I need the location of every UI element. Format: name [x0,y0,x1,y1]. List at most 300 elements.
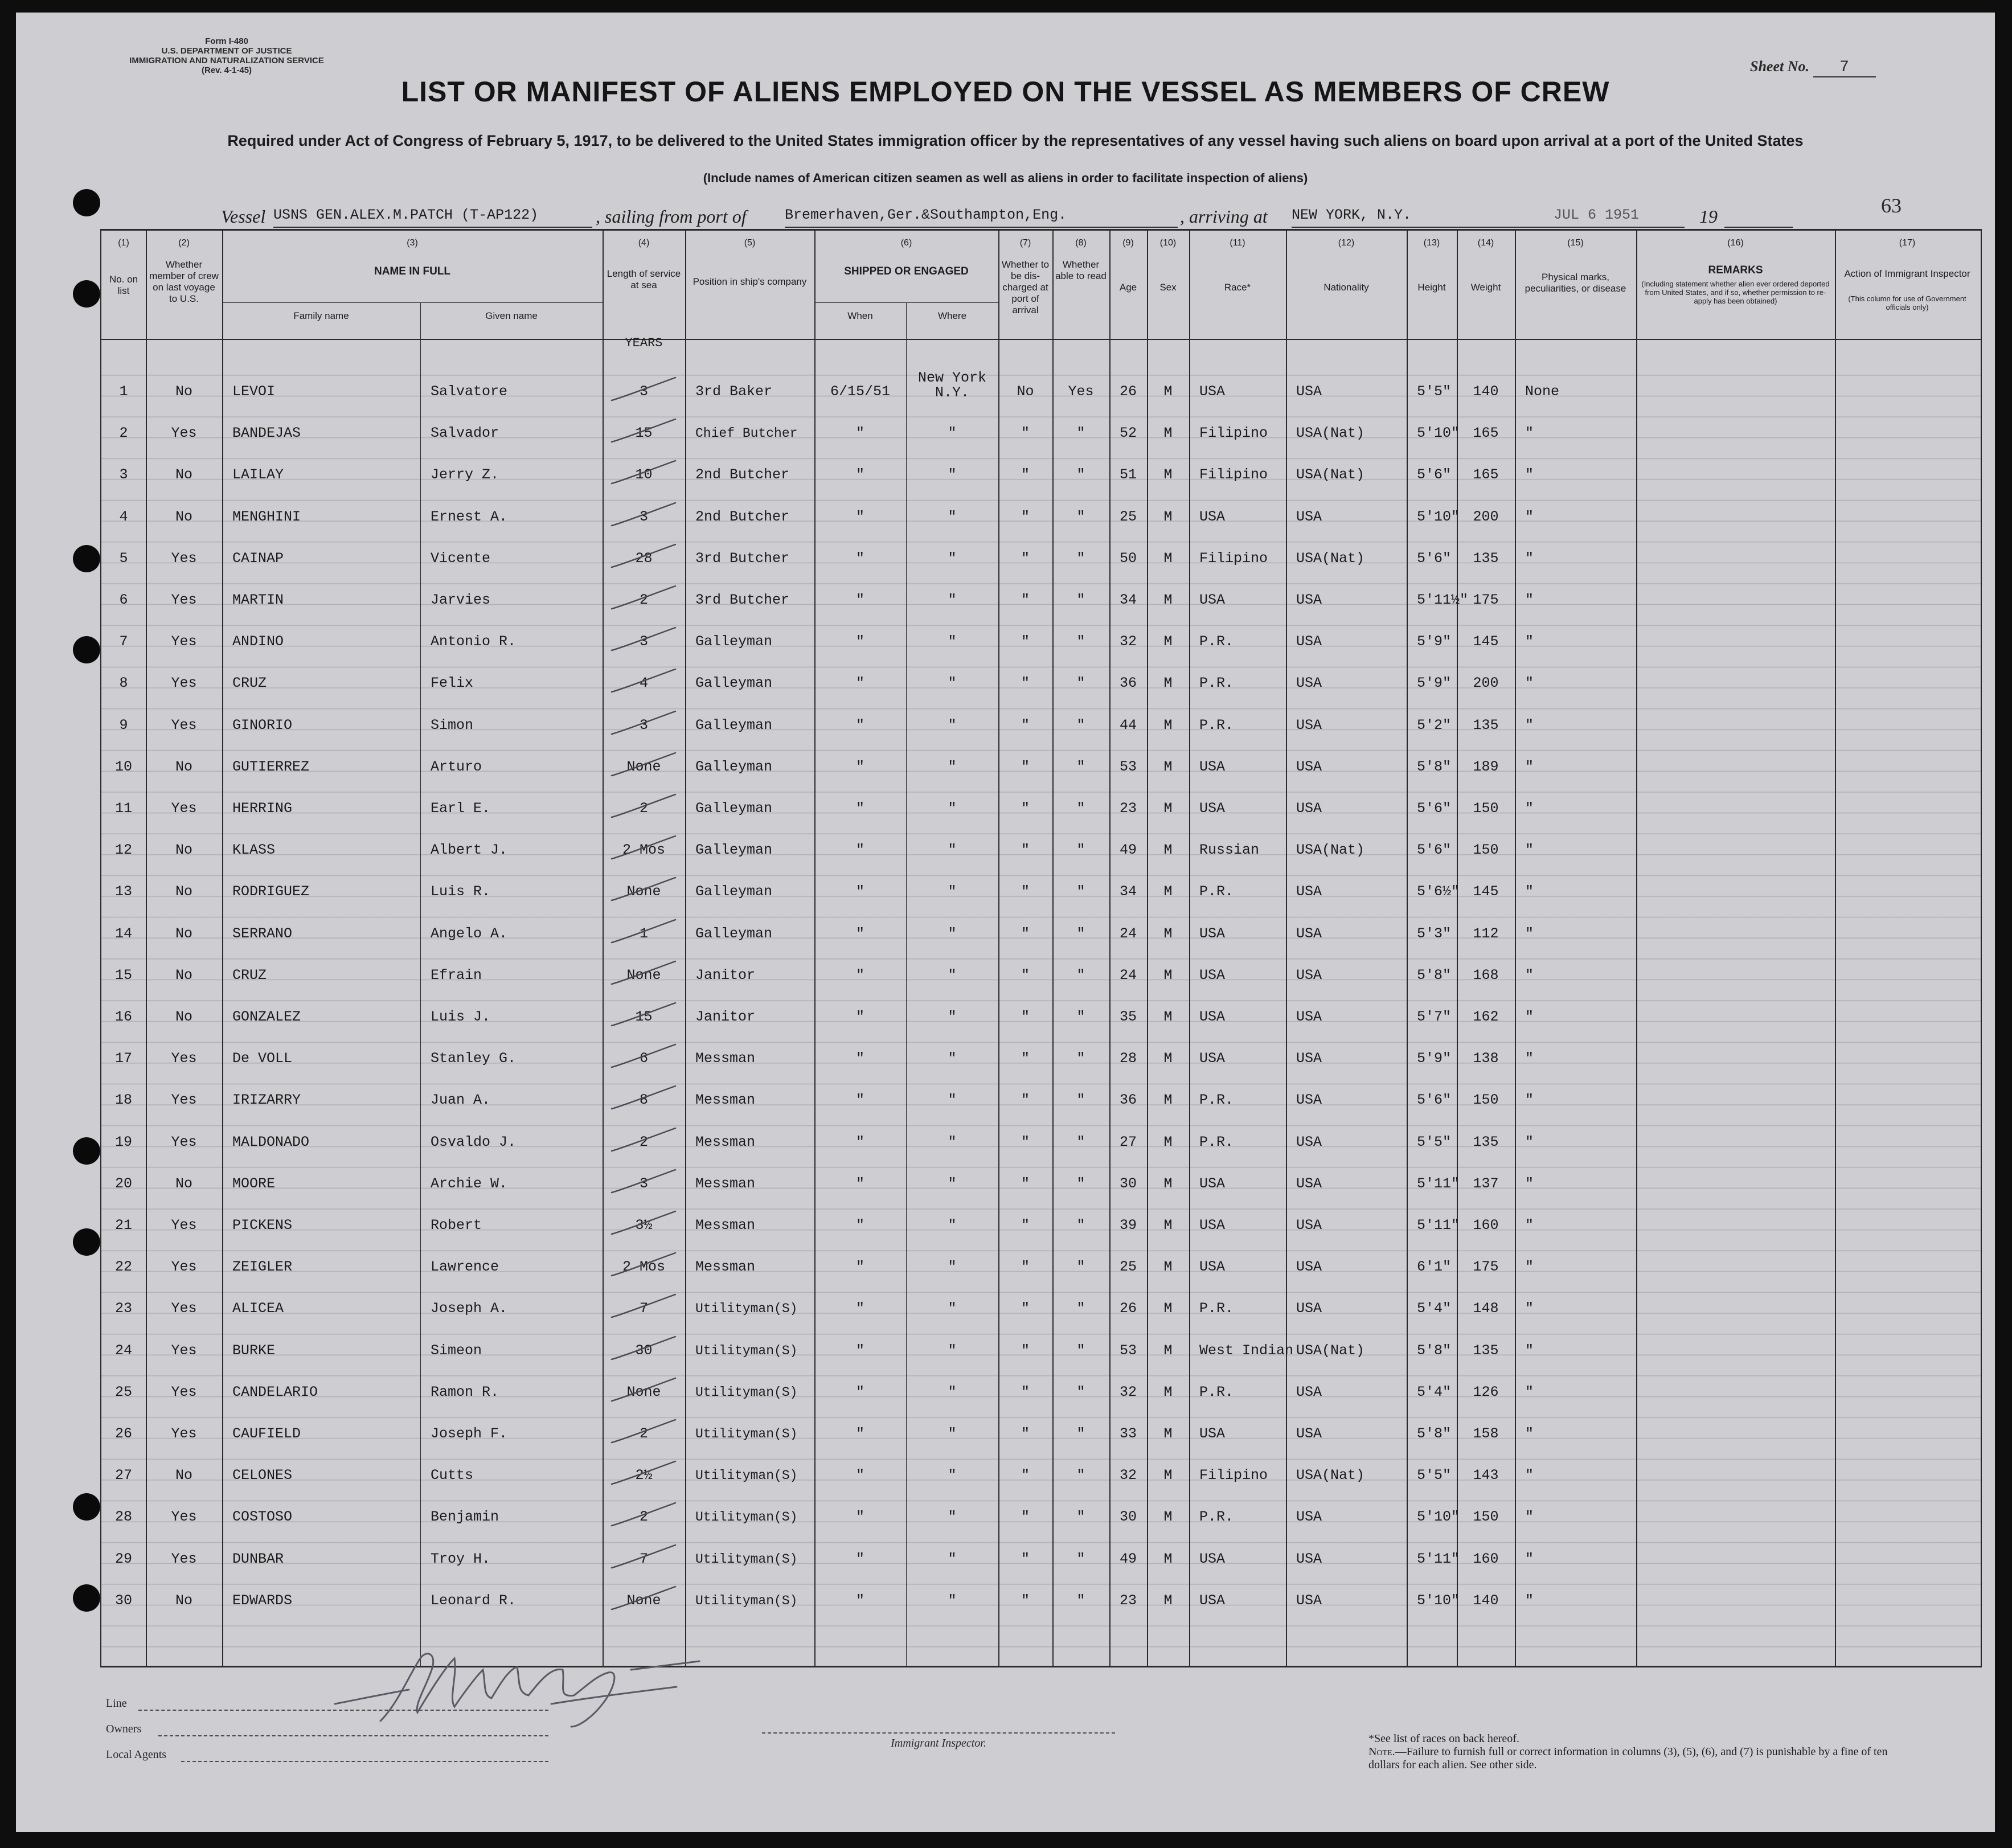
column-header-c3: NAME IN FULL [374,265,451,277]
sex: M [1163,1592,1173,1609]
column-divider [1636,231,1637,1666]
agents-field [181,1761,548,1762]
age: 24 [1119,925,1137,942]
shipped-where: " [948,966,957,984]
discharged: " [1021,1217,1030,1234]
shipped-where: " [948,1425,957,1442]
nationality: USA [1296,1509,1322,1526]
age: 32 [1119,633,1137,650]
service-length: 30 [635,1342,653,1359]
sex: M [1163,842,1173,859]
age: 25 [1119,1259,1137,1276]
column-divider [603,231,604,1666]
sex: M [1163,1425,1173,1442]
column-number-c7: (7) [1019,238,1031,248]
form-number: Form I-480 [205,36,248,46]
shipped-where: " [948,1217,957,1234]
height: 5'6" [1417,550,1452,567]
position: Messman [695,1259,756,1276]
shipped-where: " [948,800,957,817]
column-number-c12: (12) [1338,238,1355,248]
race: Russian [1199,842,1260,859]
height: 5'9" [1417,1050,1452,1067]
race: USA [1199,1009,1226,1025]
discharged: " [1021,966,1030,984]
column-note-c17: (This column for use of Government officials only) [1848,294,1966,312]
given-name: Luis R. [431,883,491,900]
physical-marks: " [1525,633,1534,650]
row-number: 7 [119,633,128,650]
able-to-read: " [1076,466,1085,483]
shipped-when: " [855,1342,864,1359]
column-divider [998,231,999,1666]
nationality: USA [1296,1092,1322,1109]
binder-hole [73,1228,100,1256]
race: USA [1199,966,1226,984]
column-header-c11: Race* [1224,282,1251,293]
fine-note [1368,1745,1909,1772]
shipped-when: " [855,1217,864,1234]
shipped-when: " [855,675,864,692]
height: 5'3" [1417,925,1452,942]
able-to-read: " [1076,1300,1085,1317]
shipped-when: " [855,592,864,608]
weight: 189 [1473,758,1499,775]
row-number: 21 [114,1217,132,1234]
shipped-when: " [855,1175,864,1192]
family-name: ZEIGLER [232,1259,293,1276]
age: 26 [1119,1300,1137,1317]
shipped-when: " [855,1467,864,1484]
race: P.R. [1199,716,1234,734]
service-length: 15 [635,1009,653,1025]
note-text: —Failure to furnish full or correct information in columns (3), (5), (6), and (7) is punishable by a fine of ten dollars for each alien. See other side. [1368,1745,1888,1771]
nationality: USA [1296,1259,1322,1276]
row-number: 18 [114,1092,132,1109]
discharged: " [1021,1592,1030,1609]
service-length: None [626,1383,661,1400]
service-length: None [626,758,661,775]
table-header [101,231,1981,350]
discharged: " [1021,1175,1030,1192]
nationality: USA [1296,966,1322,984]
weight: 145 [1473,883,1499,900]
sheet-value: 7 [1813,59,1876,77]
nationality: USA [1296,758,1322,775]
shipped-where: " [948,1050,957,1067]
weight: 140 [1473,1592,1499,1609]
shipped-where: " [948,1509,957,1526]
race: P.R. [1199,1133,1234,1150]
service-length: 7 [639,1300,648,1317]
weight: 175 [1473,592,1499,608]
column-header-c8: Whether able to read [1055,259,1107,281]
service-length: 3½ [635,1217,653,1234]
given-name: Joseph F. [431,1425,508,1442]
able-to-read: " [1076,1050,1085,1067]
race: P.R. [1199,675,1234,692]
family-name: HERRING [232,800,293,817]
weight: 200 [1473,508,1499,525]
shipped-when: " [855,508,864,525]
crew-last-voyage: Yes [171,716,197,734]
physical-marks: " [1525,550,1534,567]
service-length: 3 [639,508,648,525]
physical-marks: " [1525,1592,1534,1609]
column-number-c5: (5) [744,238,756,248]
row-number: 17 [114,1050,132,1067]
shipped-where: " [948,1467,957,1484]
family-name: CAINAP [232,550,284,567]
crew-last-voyage: Yes [171,1509,197,1526]
position: Messman [695,1050,756,1067]
race: USA [1199,800,1226,817]
crew-last-voyage: Yes [171,1425,197,1442]
position: Messman [695,1175,756,1192]
arrival-date-stamp: JUL 6 1951 [1553,207,1640,223]
sex: M [1163,1009,1173,1025]
weight: 135 [1473,1342,1499,1359]
line-field [138,1710,548,1711]
given-name: Arturo [431,758,482,775]
family-name: MALDONADO [232,1133,310,1150]
family-name: GINORIO [232,716,293,734]
column-divider [222,231,223,1666]
age: 27 [1119,1133,1137,1150]
nationality: USA [1296,883,1322,900]
discharged: No [1017,383,1034,400]
column-divider [1286,231,1287,1666]
age: 53 [1119,1342,1137,1359]
position: Galleyman [695,633,773,650]
physical-marks: " [1525,800,1534,817]
able-to-read: " [1076,592,1085,608]
race: USA [1199,1050,1226,1067]
given-name: Simon [431,716,474,734]
physical-marks: " [1525,716,1534,734]
height: 5'11" [1417,1550,1460,1567]
weight: 175 [1473,1259,1499,1276]
discharged: " [1021,1009,1030,1025]
able-to-read: " [1076,675,1085,692]
service-length: None [626,883,661,900]
page-subtitle: Required under Act of Congress of February 5, 1917, to be delivered to the United States immigration officer by the representatives of any vessel having such aliens on board upon arrival at a port of the United States [227,132,1804,149]
crew-last-voyage: No [175,1467,192,1484]
given-name: Salvador [431,425,499,442]
service-length: 3 [639,716,648,734]
discharged: " [1021,800,1030,817]
sex: M [1163,1259,1173,1276]
discharged: " [1021,508,1030,525]
page-subnote: (Include names of American citizen seamen as well as aliens in order to facilitate inspection of aliens) [703,171,1308,185]
family-name: GUTIERREZ [232,758,310,775]
physical-marks: " [1525,1009,1534,1025]
sex: M [1163,1509,1173,1526]
race: West Indian [1199,1342,1294,1359]
year-label: 19 [1699,206,1718,227]
weight: 150 [1473,842,1499,859]
crew-manifest-table [100,229,1982,1667]
weight: 112 [1473,925,1499,942]
sex: M [1163,800,1173,817]
age: 32 [1119,1383,1137,1400]
sex: M [1163,1550,1173,1567]
race: P.R. [1199,1383,1234,1400]
row-number: 3 [119,466,128,483]
height: 5'10" [1417,508,1460,525]
row-number: 20 [114,1175,132,1192]
age: 30 [1119,1509,1137,1526]
given-name: Leonard R. [431,1592,517,1609]
crew-last-voyage: No [175,842,192,859]
family-name: CELONES [232,1467,293,1484]
page-title: LIST OR MANIFEST OF ALIENS EMPLOYED ON THE VESSEL AS MEMBERS OF CREW [401,76,1610,108]
family-name: PICKENS [232,1217,293,1234]
position: Galleyman [695,716,773,734]
row-number: 8 [119,675,128,692]
position: Chief Butcher [695,426,798,441]
able-to-read: Yes [1068,383,1094,400]
able-to-read: " [1076,1175,1085,1192]
sex: M [1163,675,1173,692]
column-divider [1109,231,1111,1666]
physical-marks: " [1525,758,1534,775]
able-to-read: " [1076,758,1085,775]
nationality: USA [1296,800,1322,817]
shipped-where: " [948,1092,957,1109]
vessel-line [221,204,1816,232]
age: 23 [1119,1592,1137,1609]
race: USA [1199,1175,1226,1192]
family-name: KLASS [232,842,276,859]
height: 5'2" [1417,716,1452,734]
given-name: Stanley G. [431,1050,517,1067]
able-to-read: " [1076,633,1085,650]
given-name: Cutts [431,1467,474,1484]
sex: M [1163,1175,1173,1192]
column-number-c11: (11) [1230,238,1245,248]
agents-label: Local Agents [106,1748,167,1761]
shipped-when: " [855,800,864,817]
height: 5'8" [1417,1425,1452,1442]
nationality: USA [1296,1050,1322,1067]
shipped-where: " [948,1259,957,1276]
races-note: *See list of races on back hereof. [1368,1732,1519,1745]
nationality: USA [1296,508,1322,525]
owners-field [158,1735,548,1736]
given-name: Jerry Z. [431,466,499,483]
height: 5'6" [1417,466,1452,483]
family-name: EDWARDS [232,1592,293,1609]
able-to-read: " [1076,508,1085,525]
binder-hole [73,636,100,663]
service-length: 7 [639,1550,648,1567]
height: 5'6½" [1417,883,1460,900]
service-length: 2 [639,800,648,817]
position: Galleyman [695,842,773,859]
family-name: GONZALEZ [232,1009,301,1025]
crew-last-voyage: Yes [171,1217,197,1234]
shipped-when: " [855,1509,864,1526]
given-name: Juan A. [431,1092,491,1109]
weight: 165 [1473,425,1499,442]
column-number-c4: (4) [638,238,650,248]
race: P.R. [1199,1300,1234,1317]
shipped-when: " [855,1133,864,1150]
age: 36 [1119,1092,1137,1109]
binder-hole [73,1493,100,1521]
row-number: 11 [114,800,132,817]
nationality: USA [1296,1425,1322,1442]
column-number-c2: (2) [178,238,190,248]
column-header-family-name: Family name [293,310,349,321]
position: Utilityman(S) [695,1343,798,1358]
weight: 140 [1473,383,1499,400]
column-header-c12: Nationality [1323,282,1369,293]
row-number: 24 [114,1342,132,1359]
able-to-read: " [1076,1467,1085,1484]
column-divider [420,302,421,1666]
able-to-read: " [1076,1092,1085,1109]
row-number: 25 [114,1383,132,1400]
sex: M [1163,716,1173,734]
discharged: " [1021,716,1030,734]
crew-last-voyage: No [175,925,192,942]
line-label: Line [106,1697,127,1710]
handwritten-signature [312,1636,722,1732]
column-number-c14: (14) [1477,238,1494,248]
vessel-label: Vessel [221,206,266,227]
shipped-where: " [948,1383,957,1400]
shipped-when: " [855,466,864,483]
sex: M [1163,425,1173,442]
physical-marks: " [1525,1259,1534,1276]
nationality: USA(Nat) [1296,425,1365,442]
sex: M [1163,758,1173,775]
row-number: 23 [114,1300,132,1317]
race: USA [1199,1550,1226,1567]
crew-last-voyage: Yes [171,675,197,692]
able-to-read: " [1076,1009,1085,1025]
family-name: CRUZ [232,966,267,984]
age: 33 [1119,1425,1137,1442]
shipped-when: " [855,1050,864,1067]
column-number-c10: (10) [1159,238,1177,248]
physical-marks: " [1525,1133,1534,1150]
position: Utilityman(S) [695,1468,798,1484]
binder-hole [73,545,100,572]
family-name: RODRIGUEZ [232,883,310,900]
nationality: USA [1296,1300,1322,1317]
family-name: BURKE [232,1342,276,1359]
weight: 150 [1473,1092,1499,1109]
shipped-where: " [948,675,957,692]
physical-marks: " [1525,1383,1534,1400]
service-length: 2½ [635,1467,653,1484]
column-number-c13: (13) [1423,238,1440,248]
age: 36 [1119,675,1137,692]
position: Utilityman(S) [695,1510,798,1525]
discharged: " [1021,1425,1030,1442]
weight: 150 [1473,1509,1499,1526]
crew-last-voyage: No [175,383,192,400]
weight: 126 [1473,1383,1499,1400]
physical-marks: " [1525,1050,1534,1067]
able-to-read: " [1076,800,1085,817]
height: 5'9" [1417,633,1452,650]
discharged: " [1021,1133,1030,1150]
able-to-read: " [1076,550,1085,567]
sex: M [1163,1342,1173,1359]
column-header-c17: Action of Immigrant Inspector [1844,268,1970,279]
given-name: Ernest A. [431,508,508,525]
column-header-c10: Sex [1159,282,1177,293]
able-to-read: " [1076,716,1085,734]
family-name: LEVOI [232,383,276,400]
physical-marks: " [1525,1300,1534,1317]
column-divider [1147,231,1148,1666]
position: Galleyman [695,883,773,900]
given-name: Lawrence [431,1259,499,1276]
age: 35 [1119,1009,1137,1025]
family-name: IRIZARRY [232,1092,301,1109]
physical-marks: " [1525,1425,1534,1442]
shipped-where: " [948,1133,957,1150]
family-name: BANDEJAS [232,425,301,442]
able-to-read: " [1076,1217,1085,1234]
nationality: USA(Nat) [1296,1342,1365,1359]
physical-marks: " [1525,1342,1534,1359]
age: 49 [1119,842,1137,859]
discharged: " [1021,1259,1030,1276]
row-number: 9 [119,716,128,734]
nationality: USA [1296,592,1322,608]
service-length: 6 [639,1050,648,1067]
service-length: 2 [639,1509,648,1526]
race: USA [1199,1425,1226,1442]
family-name: CRUZ [232,675,267,692]
shipped-where: " [948,925,957,942]
form-header [107,36,346,75]
sex: M [1163,508,1173,525]
column-header-c5: Position in ship's company [692,276,807,287]
years-unit-label: YEARS [625,336,663,350]
weight: 200 [1473,675,1499,692]
height: 5'8" [1417,758,1452,775]
nationality: USA [1296,1009,1322,1025]
column-number-c15: (15) [1567,238,1584,248]
crew-last-voyage: No [175,758,192,775]
weight: 135 [1473,550,1499,567]
able-to-read: " [1076,966,1085,984]
column-divider [685,231,686,1666]
service-length: 10 [635,466,653,483]
weight: 135 [1473,716,1499,734]
manifest-page [16,13,1995,1832]
shipped-where: " [948,466,957,483]
column-number-c16: (16) [1727,238,1744,248]
shipped-where: " [948,1550,957,1567]
crew-last-voyage: Yes [171,425,197,442]
race: Filipino [1199,550,1268,567]
service-length: 28 [635,550,653,567]
shipped-where: " [948,1009,957,1025]
physical-marks: " [1525,1467,1534,1484]
race: USA [1199,508,1226,525]
age: 34 [1119,883,1137,900]
shipped-when: " [855,1425,864,1442]
column-header-c13: Height [1417,282,1446,293]
